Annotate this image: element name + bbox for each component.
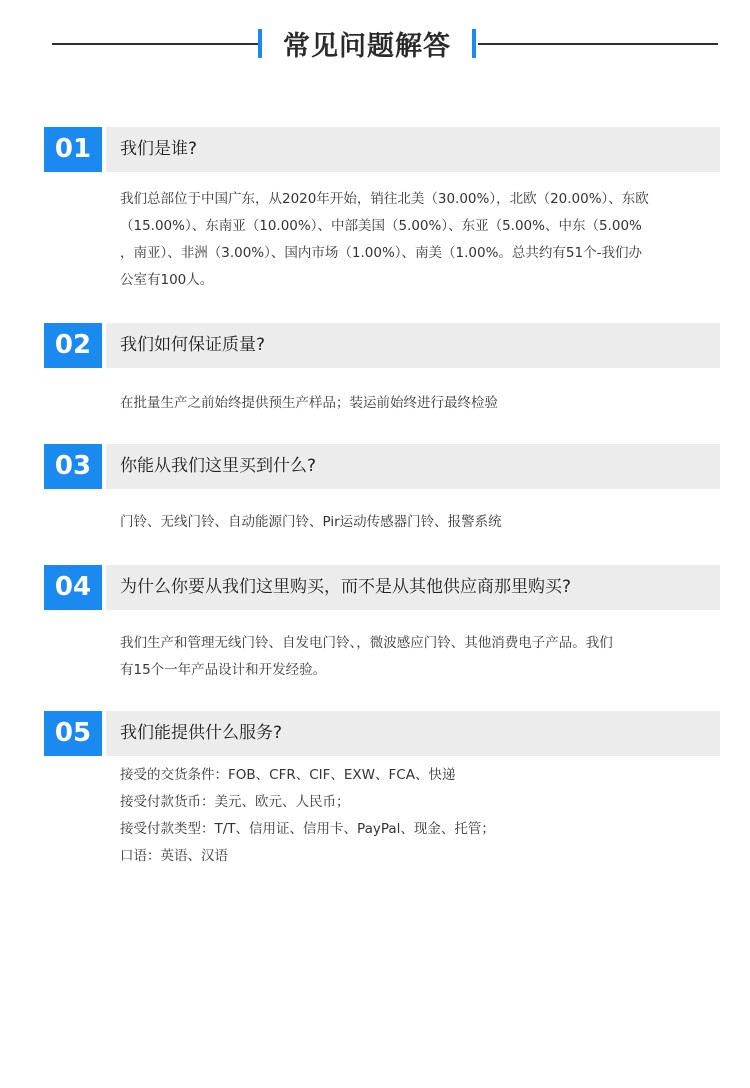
answer-line: （15.00%）、东南亚（10.00%）、中部美国（5.00%）、东亚（5.00%、中东（5.00% xyxy=(120,218,642,234)
page-header xyxy=(0,22,750,64)
answer-text xyxy=(120,186,710,294)
answer-line: 我们生产和管理无线门铃、自发电门铃、，微波感应门铃、其他消费电子产品。我们 xyxy=(120,635,613,651)
faq-item-02 xyxy=(44,323,720,417)
header-divider-right xyxy=(478,43,718,45)
question-bar xyxy=(106,127,720,172)
answer-line: 公室有100人。 xyxy=(120,272,214,288)
faq-item-01 xyxy=(44,127,720,294)
answer-line: 门铃、无线门铃、自动能源门铃、Pir运动传感器门铃、报警系统 xyxy=(120,514,502,530)
answer-text xyxy=(120,390,710,417)
faq-item-05 xyxy=(44,711,720,870)
answer-line: 接受的交货条件：FOB、CFR、CIF、EXW、FCA、快递 xyxy=(120,767,456,783)
question-number-badge: 03 xyxy=(44,444,102,489)
question-text: 我们如何保证质量? xyxy=(120,335,266,355)
faq-item-04 xyxy=(44,565,720,684)
answer-line: ，南亚）、非洲（3.00%）、国内市场（1.00%）、南美（1.00%。总共约有51个-我们办 xyxy=(120,245,642,261)
header-divider-left xyxy=(52,43,260,45)
question-number-badge: 05 xyxy=(44,711,102,756)
page-title: 常见问题解答 xyxy=(283,31,451,62)
answer-line: 口语：英语、汉语 xyxy=(120,848,228,864)
question-row xyxy=(44,127,720,172)
question-row xyxy=(44,323,720,368)
answer-line: 我们总部位于中国广东，从2020年开始，销往北美（30.00%），北欧（20.00%）、东欧 xyxy=(120,191,649,207)
question-text: 你能从我们这里买到什么? xyxy=(120,456,317,476)
question-number-badge: 04 xyxy=(44,565,102,610)
answer-line: 有15个一年产品设计和开发经验。 xyxy=(120,662,327,678)
faq-item-03 xyxy=(44,444,720,536)
answer-line: 接受付款类型：T/T、信用证、信用卡、PayPal、现金、托管； xyxy=(120,821,495,837)
question-text: 我们是谁? xyxy=(120,139,198,159)
question-row xyxy=(44,711,720,756)
question-row xyxy=(44,444,720,489)
question-text: 为什么你要从我们这里购买，而不是从其他供应商那里购买? xyxy=(120,577,572,597)
question-number-badge: 01 xyxy=(44,127,102,172)
answer-text xyxy=(120,509,710,536)
answer-text xyxy=(120,630,710,684)
answer-line: 接受付款货币：美元、欧元、人民币； xyxy=(120,794,350,810)
answer-text xyxy=(120,762,710,870)
header-accent-bar-right xyxy=(472,29,476,58)
answer-line: 在批量生产之前始终提供预生产样品；装运前始终进行最终检验 xyxy=(120,395,498,411)
question-text: 我们能提供什么服务? xyxy=(120,723,283,743)
question-row xyxy=(44,565,720,610)
question-number-badge: 02 xyxy=(44,323,102,368)
